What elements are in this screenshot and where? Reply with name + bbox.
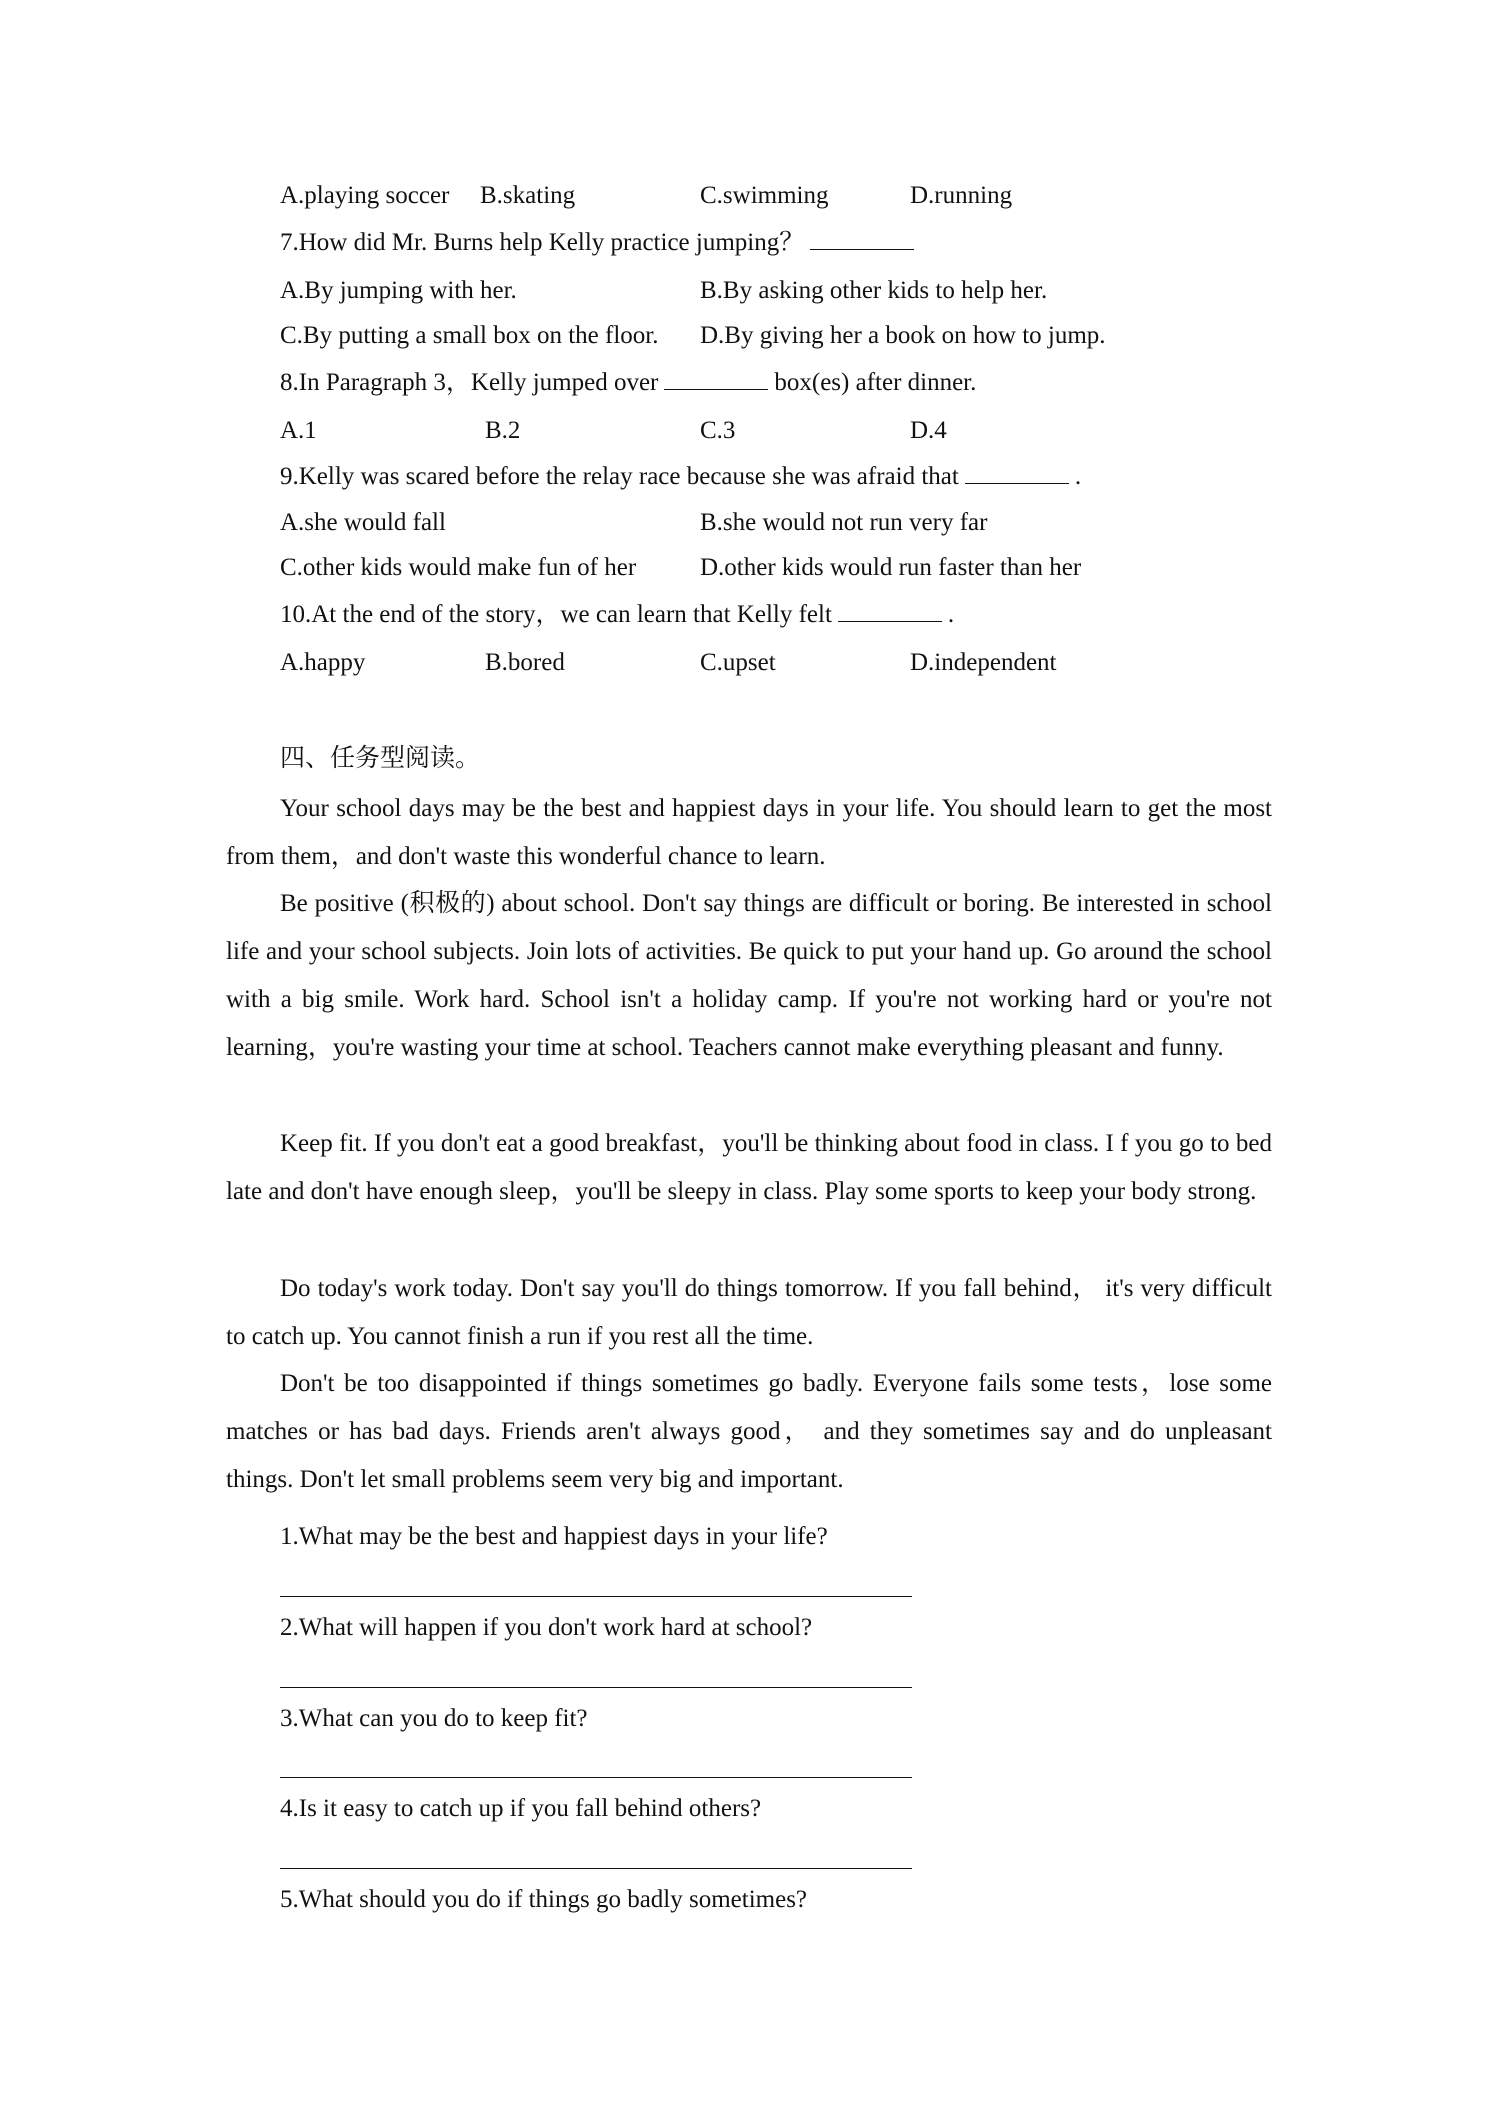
q9-stem: 9.Kelly was scared before the relay race because she was afraid that	[280, 463, 959, 490]
q10-stem-line	[280, 600, 954, 630]
s4-question-5: 5.What should you do if things go badly sometimes?	[280, 1886, 808, 1913]
q7-option-a: A.By jumping with her.	[280, 277, 517, 304]
q10-option-b: B.bored	[485, 649, 565, 676]
q9-stem-line	[280, 462, 1081, 492]
q10-stem: 10.At the end of the story，we can learn that Kelly felt	[280, 601, 832, 628]
s4-answer-line-3[interactable]	[280, 1777, 912, 1778]
q8-option-b: B.2	[485, 417, 521, 444]
q7-stem: 7.How did Mr. Burns help Kelly practice jumping？	[280, 229, 805, 256]
s4-question-4: 4.Is it easy to catch up if you fall behind others?	[280, 1795, 762, 1822]
q7-stem-line	[280, 228, 920, 258]
q10-stem-end: .	[947, 601, 955, 628]
q6-option-c: C.swimming	[700, 182, 829, 209]
q7-answer-blank[interactable]	[810, 248, 914, 250]
q10-option-d: D.independent	[910, 649, 1057, 676]
q10-options	[280, 648, 1280, 680]
s4-answer-line-2[interactable]	[280, 1687, 912, 1688]
q7-option-d: D.By giving her a book on how to jump.	[700, 322, 1106, 349]
q7-option-b: B.By asking other kids to help her.	[700, 277, 1048, 304]
q9-option-b: B.she would not run very far	[700, 509, 988, 536]
q6-option-b: B.skating	[480, 182, 576, 209]
q7-options-row1	[280, 276, 1280, 308]
q8-stem-before: 8.In Paragraph 3，Kelly jumped over	[280, 369, 659, 396]
s4-question-1: 1.What may be the best and happiest days in your life?	[280, 1523, 828, 1550]
q8-options	[280, 416, 1280, 448]
q8-answer-blank[interactable]	[664, 388, 768, 390]
s4-question-3: 3.What can you do to keep fit?	[280, 1705, 588, 1732]
q10-option-c: C.upset	[700, 649, 776, 676]
q7-options-row2	[280, 321, 1280, 353]
q10-option-a: A.happy	[280, 649, 366, 676]
passage-paragraph-3: Keep fit. If you don't eat a good breakfast，you'll be thinking about food in class. I f you go to bed late and don't have enough sleep，you'll be sleepy in class. Play some sports to keep your body strong.	[226, 1130, 1272, 1205]
s4-answer-line-1[interactable]	[280, 1596, 912, 1597]
q9-option-a: A.she would fall	[280, 509, 446, 536]
q9-options-row2	[280, 553, 1280, 585]
q8-option-d: D.4	[910, 417, 947, 444]
passage-paragraph-5: Don't be too disappointed if things sometimes go badly. Everyone fails some tests，lose some matches or has bad days. Friends aren't always good， and they sometimes say and do unpleasant things. Don't let small problems seem very big and important.	[226, 1370, 1272, 1493]
s4-question-2: 2.What will happen if you don't work hard at school?	[280, 1614, 813, 1641]
q9-options-row1	[280, 508, 1280, 540]
q7-option-c: C.By putting a small box on the floor.	[280, 322, 659, 349]
passage-paragraph-4: Do today's work today. Don't say you'll do things tomorrow. If you fall behind， it's very difficult to catch up. You cannot finish a run if you rest all the time.	[226, 1275, 1272, 1350]
q6-options	[280, 181, 1280, 213]
s4-answer-line-4[interactable]	[280, 1868, 912, 1869]
passage-paragraph-2: Be positive (积极的) about school. Don't say things are difficult or boring. Be interested in school life and your school subjects. Join lots of activities. Be quick to put your hand up. Go around the school with a big smile. Work hard. School isn't a holiday camp. If you're not working hard or you're not learning，you're wasting your time at school. Teachers cannot make everything pleasant and funny.	[226, 890, 1272, 1061]
q6-option-d: D.running	[910, 182, 1013, 209]
q9-stem-end: .	[1074, 463, 1082, 490]
q9-option-d: D.other kids would run faster than her	[700, 554, 1082, 581]
q8-option-a: A.1	[280, 417, 317, 444]
q8-stem-after: box(es) after dinner.	[774, 369, 977, 396]
q9-option-c: C.other kids would make fun of her	[280, 554, 637, 581]
section4-heading: 四、任务型阅读。	[280, 743, 481, 772]
q8-option-c: C.3	[700, 417, 736, 444]
q9-answer-blank[interactable]	[965, 482, 1069, 484]
passage-paragraph-1: Your school days may be the best and happiest days in your life. You should learn to get the most from them，and don't waste this wonderful chance to learn.	[226, 795, 1272, 870]
q8-stem-line	[280, 368, 976, 398]
q10-answer-blank[interactable]	[838, 620, 942, 622]
q6-option-a: A.playing soccer	[280, 182, 450, 209]
